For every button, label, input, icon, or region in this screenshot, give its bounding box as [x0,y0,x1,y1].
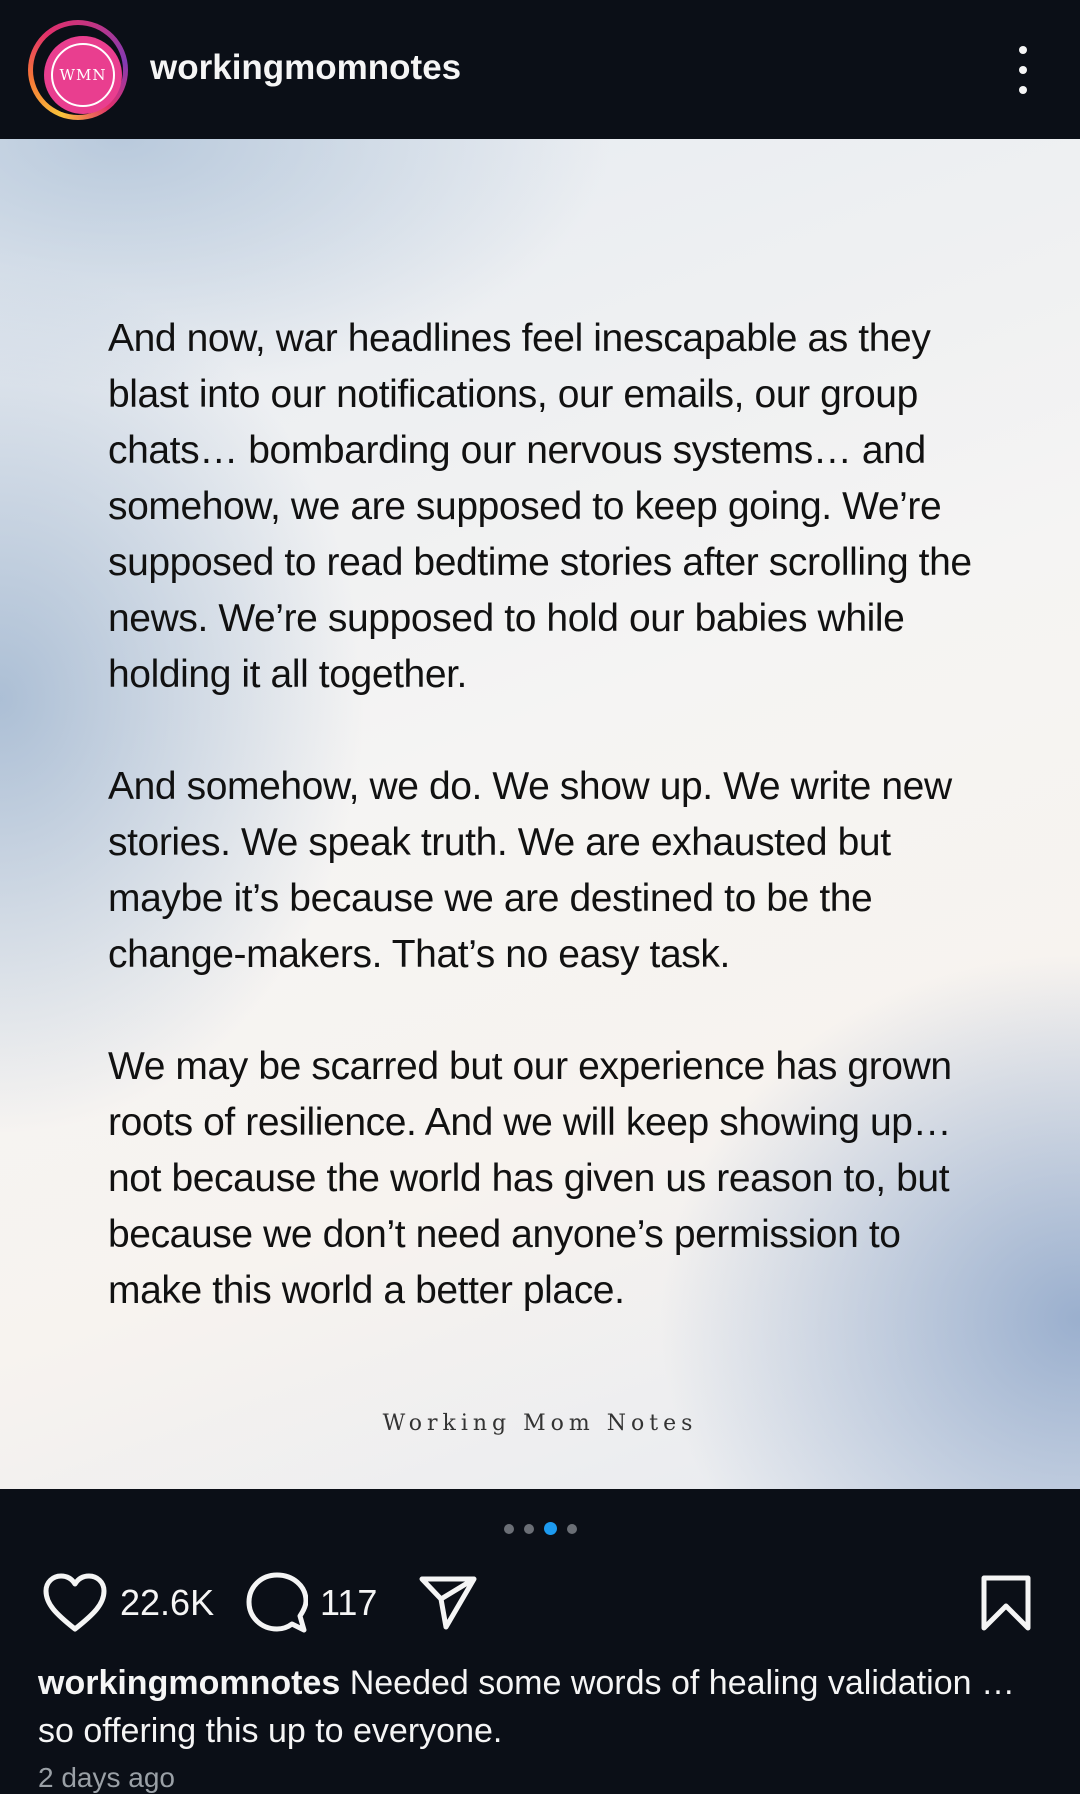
post-header [0,0,1080,139]
story-ring[interactable] [28,20,128,120]
carousel-dot [524,1524,534,1534]
share-button[interactable] [418,1568,478,1638]
bookmark-icon [980,1575,1032,1631]
post-paragraph: We may be scarred but our experience has grown roots of resilience. And we will keep showing up… not because the world has given us reason to, but because we don’t need anyone’s permission to make this world a better place. [108,1045,952,1312]
caption-text: Needed some words of healing validation … so offering this up to everyone. [38,1664,1015,1750]
comment-count[interactable]: 117 [320,1582,378,1623]
avatar[interactable] [44,36,122,114]
avatar-logo: WMN [51,43,115,107]
more-vertical-icon[interactable] [1005,46,1041,94]
carousel-indicator [0,1522,1080,1535]
caption-username[interactable]: workingmomnotes [38,1664,341,1702]
carousel-dot [504,1524,514,1534]
heart-icon [42,1573,108,1633]
comment-icon [246,1572,308,1634]
post-caption [38,1659,1048,1755]
post-paragraph: And now, war headlines feel inescapable as they blast into our notifications, our emails, our group chats… bombarding our nervous systems… and somehow, we are supposed to keep going. We’re supposed to read bedtime stories after scrolling the news. We’re supposed to hold our babies while holding it all together. [108,317,972,696]
like-count[interactable]: 22.6K [120,1582,215,1623]
post-paragraph: And somehow, we do. We show up. We write new stories. We speak truth. We are exhausted but maybe it’s because we are destined to be the change-makers. That’s no easy task. [108,765,952,976]
comment-button[interactable] [246,1568,377,1638]
save-button[interactable] [980,1568,1032,1638]
username[interactable]: workingmomnotes [150,48,462,87]
carousel-dot-active [544,1522,557,1535]
share-icon [418,1575,478,1631]
post-image[interactable] [0,139,1080,1489]
post-timestamp: 2 days ago [38,1762,175,1793]
like-button[interactable] [42,1568,214,1638]
post-quote-text [108,311,988,1319]
action-bar [0,1568,1080,1638]
post-signature: Working Mom Notes [382,1411,698,1436]
carousel-dot [567,1524,577,1534]
